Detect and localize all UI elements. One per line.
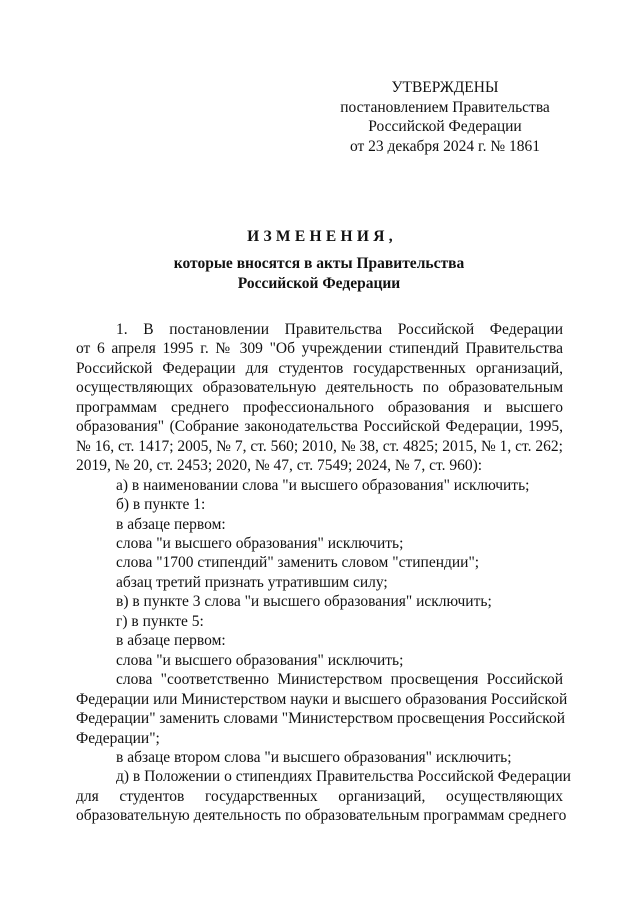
text-line: б) в пункте 1: — [116, 496, 206, 514]
text-line: образования" (Собрание законодательства Российской Федерации, 1995, — [76, 418, 563, 436]
document-title: ИЗМЕНЕНИЯ, — [247, 228, 397, 245]
approval-stamp — [330, 78, 560, 156]
text-line: № 16, ст. 1417; 2005, № 7, ст. 560; 2010, № 38, ст. 4825; 2015, № 1, ст. 262; — [76, 437, 563, 455]
text-line: в) в пункте 3 слова "и высшего образования" исключить; — [116, 593, 492, 611]
approval-title: УТВЕРЖДЕНЫ — [391, 79, 499, 96]
text-line: Российской Федерации для студентов государственных организаций, — [76, 359, 563, 377]
document-heading — [76, 227, 562, 293]
text-line: 2019, № 20, ст. 2453; 2020, № 47, ст. 7549; 2024, № 7, ст. 960): — [76, 457, 483, 475]
approval-date: от 23 декабря 2024 г. № 1861 — [349, 137, 541, 155]
text-line: слова "и высшего образования" исключить; — [116, 534, 404, 552]
text-line: д) в Положении о стипендиях Правительства Российской Федерации — [116, 768, 571, 786]
approval-line: Российской Федерации — [368, 118, 522, 135]
text-line: слова "1700 стипендий" заменить словом "стипендии"; — [116, 554, 480, 572]
text-line: а) в наименовании слова "и высшего образования" исключить; — [116, 476, 530, 494]
approval-line: постановлением Правительства — [340, 98, 550, 116]
text-line: Федерации" заменить словами "Министерством просвещения Российской — [76, 710, 565, 728]
document-subtitle: которые вносятся в акты Правительства — [173, 255, 465, 272]
text-line: в абзаце втором слова "и высшего образования" исключить; — [116, 748, 512, 766]
text-line: в абзаце первом: — [116, 515, 226, 533]
text-line: образовательную деятельность по образовательным программам среднего — [76, 807, 567, 825]
text-line: г) в пункте 5: — [116, 612, 204, 630]
text-line: Федерации"; — [76, 729, 160, 747]
text-line: абзац третий признать утратившим силу; — [116, 573, 388, 591]
text-line: Федерации или Министерством науки и высшего образования Российской — [76, 690, 568, 708]
document-body — [76, 320, 571, 826]
text-line: программам среднего профессионального образования и высшего — [76, 398, 563, 416]
text-line: осуществляющих образовательную деятельность по образовательным — [76, 379, 563, 397]
text-line: в абзаце первом: — [116, 632, 226, 650]
text-line: слова "соответственно Министерством просвещения Российской — [116, 671, 563, 689]
text-line: 1. В постановлении Правительства Российской Федерации — [116, 321, 563, 338]
text-line: слова "и высшего образования" исключить; — [116, 651, 404, 669]
document-subtitle: Российской Федерации — [237, 274, 401, 292]
text-line: от 6 апреля 1995 г. № 309 "Об учреждении стипендий Правительства — [76, 340, 563, 358]
text-line: для студентов государственных организаций, осуществляющих — [76, 787, 563, 805]
